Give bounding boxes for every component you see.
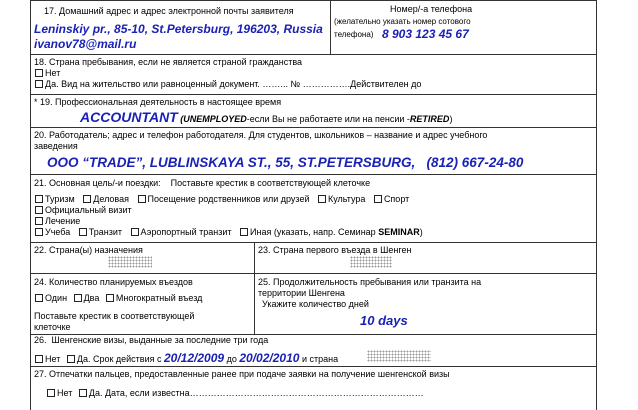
f21-row-2 <box>34 205 132 216</box>
divider-row21 <box>30 174 596 175</box>
f27-label: 27. Отпечатки пальцев, предоставленные ранее при подаче заявки на получение шенгенской визы <box>34 369 450 379</box>
purpose-culture: Культура <box>328 194 366 204</box>
checkbox[interactable] <box>35 195 43 203</box>
f24-options <box>34 293 202 304</box>
checkbox[interactable] <box>35 217 43 225</box>
f18-option-no <box>34 68 60 79</box>
f25-hint: Укажите количество дней <box>262 299 369 309</box>
purpose-airport-transit: Аэропортный транзит <box>140 227 232 237</box>
checkbox[interactable] <box>83 195 91 203</box>
purpose-sport: Спорт <box>383 194 410 204</box>
f18-no-label: Нет <box>45 68 61 78</box>
checkbox[interactable] <box>47 389 55 397</box>
phone-hint-1: (желательно указать номер сотового <box>334 17 471 26</box>
checkbox[interactable] <box>106 294 114 302</box>
f27-no: Нет <box>57 388 73 398</box>
divider-17-phone <box>330 0 331 54</box>
f26-no: Нет <box>45 354 61 364</box>
f18-label: 18. Страна пребывания, если не является страной гражданства <box>34 57 303 67</box>
f26-yes: Да. Срок действия с <box>76 354 162 364</box>
purpose-other-end: ) <box>419 227 423 237</box>
f19-note-unemployed: (UNEMPLOYED <box>180 114 247 124</box>
f17-email[interactable]: ivanov78@mail.ru <box>34 37 137 51</box>
checkbox[interactable] <box>318 195 326 203</box>
divider-row22 <box>30 242 596 243</box>
f22-redacted-field[interactable] <box>108 256 152 268</box>
f25-label-1: 25. Продолжительность пребывания или транзита на <box>258 277 482 287</box>
f23-redacted-field[interactable] <box>350 256 392 268</box>
checkbox[interactable] <box>138 195 146 203</box>
f20-label-2: заведения <box>34 141 78 151</box>
checkbox[interactable] <box>35 206 43 214</box>
f22-label: 22. Страна(ы) назначения <box>34 245 143 255</box>
checkbox[interactable] <box>131 228 139 236</box>
purpose-other: Иная (указать, напр. Семинар <box>250 227 379 237</box>
checkbox[interactable] <box>240 228 248 236</box>
f26-country-redacted[interactable] <box>367 350 431 362</box>
f26-date-to[interactable]: 20/02/2010 <box>239 351 300 365</box>
purpose-business: Деловая <box>93 194 129 204</box>
phone-hint-2: телефона) <box>334 30 374 39</box>
f26-country-label: и страна <box>301 354 339 364</box>
f26-until: до <box>226 354 237 364</box>
f27-answer <box>46 388 424 399</box>
checkbox[interactable] <box>79 228 87 236</box>
f26-label: 26. Шенгенские визы, выданные за последние три года <box>34 335 269 345</box>
checkbox[interactable] <box>35 355 43 363</box>
f20-label-1: 20. Работодатель; адрес и телефон работодателя. Для студентов, школьников – название и адрес учебного <box>34 130 488 140</box>
f21-row-3 <box>34 216 80 227</box>
purpose-transit: Транзит <box>88 227 123 237</box>
purpose-official: Официальный визит <box>45 205 132 215</box>
checkbox[interactable] <box>67 355 75 363</box>
f26-answer <box>34 351 338 366</box>
entries-single: Один <box>45 293 68 303</box>
checkbox[interactable] <box>74 294 82 302</box>
divider-row24 <box>30 273 596 274</box>
f21-label: 21. Основная цель/-и поездки: Поставьте крестик в соответствующей клеточке <box>34 178 371 188</box>
f19-note-end: ) <box>449 114 453 124</box>
phone-number[interactable]: 8 903 123 45 67 <box>382 27 469 41</box>
f20-employer[interactable]: ООО “TRADE”, LUBLINSKAYA ST., 55, ST.PETERSBURG, (812) 667-24-80 <box>47 155 524 170</box>
checkbox[interactable] <box>79 389 87 397</box>
divider-row18 <box>30 54 596 55</box>
f23-label: 23. Страна первого въезда в Шенген <box>258 245 412 255</box>
purpose-medical: Лечение <box>45 216 81 226</box>
divider-22-23 <box>254 242 255 334</box>
checkbox[interactable] <box>35 228 43 236</box>
f19-occupation[interactable]: ACCOUNTANT <box>80 109 178 125</box>
f19-note-mid: -если Вы не работаете или на пенсии - <box>246 114 410 124</box>
f24-hint-2: клеточке <box>34 322 71 332</box>
f19-value-line <box>80 109 452 127</box>
checkbox[interactable] <box>374 195 382 203</box>
purpose-tourism: Туризм <box>45 194 75 204</box>
checkbox[interactable] <box>35 294 43 302</box>
entries-double: Два <box>83 293 100 303</box>
checkbox[interactable] <box>35 80 43 88</box>
border-top <box>30 0 596 1</box>
f18-yes-label: Да. Вид на жительство или равноценный документ. ……... № …………….Действителен до <box>45 79 422 89</box>
f24-label: 24. Количество планируемых въездов <box>34 277 193 287</box>
f19-label: * 19. Профессиональная деятельность в настоящее время <box>34 97 282 107</box>
f25-label-2: территории Шенгена <box>258 288 345 298</box>
f21-row-1 <box>34 194 409 205</box>
divider-row27 <box>30 366 596 367</box>
purpose-visit-family: Посещение родственников или друзей <box>147 194 310 204</box>
border-right <box>596 0 597 410</box>
f17-address[interactable]: Leninskiy pr., 85-10, St.Petersburg, 196203, Russia <box>34 22 323 36</box>
f18-option-yes <box>34 79 421 90</box>
checkbox[interactable] <box>35 69 43 77</box>
f21-row-4 <box>34 227 423 238</box>
entries-multiple: Многократный въезд <box>115 293 203 303</box>
f17-label: 17. Домашний адрес и адрес электронной почты заявителя <box>44 6 294 16</box>
divider-row20 <box>30 127 596 128</box>
divider-row19 <box>30 94 596 95</box>
purpose-other-value: SEMINAR <box>378 227 420 237</box>
purpose-study: Учеба <box>45 227 71 237</box>
f25-days[interactable]: 10 days <box>360 313 408 328</box>
f19-note-retired: RETIRED <box>409 114 450 124</box>
f24-hint-1: Поставьте крестик в соответствующей <box>34 311 195 321</box>
phone-label: Номер/-а телефона <box>390 4 473 14</box>
border-left <box>30 0 31 410</box>
f26-date-from[interactable]: 20/12/2009 <box>164 351 225 365</box>
f27-yes: Да. Дата, если известна…………………………………………………………………… <box>88 388 424 398</box>
